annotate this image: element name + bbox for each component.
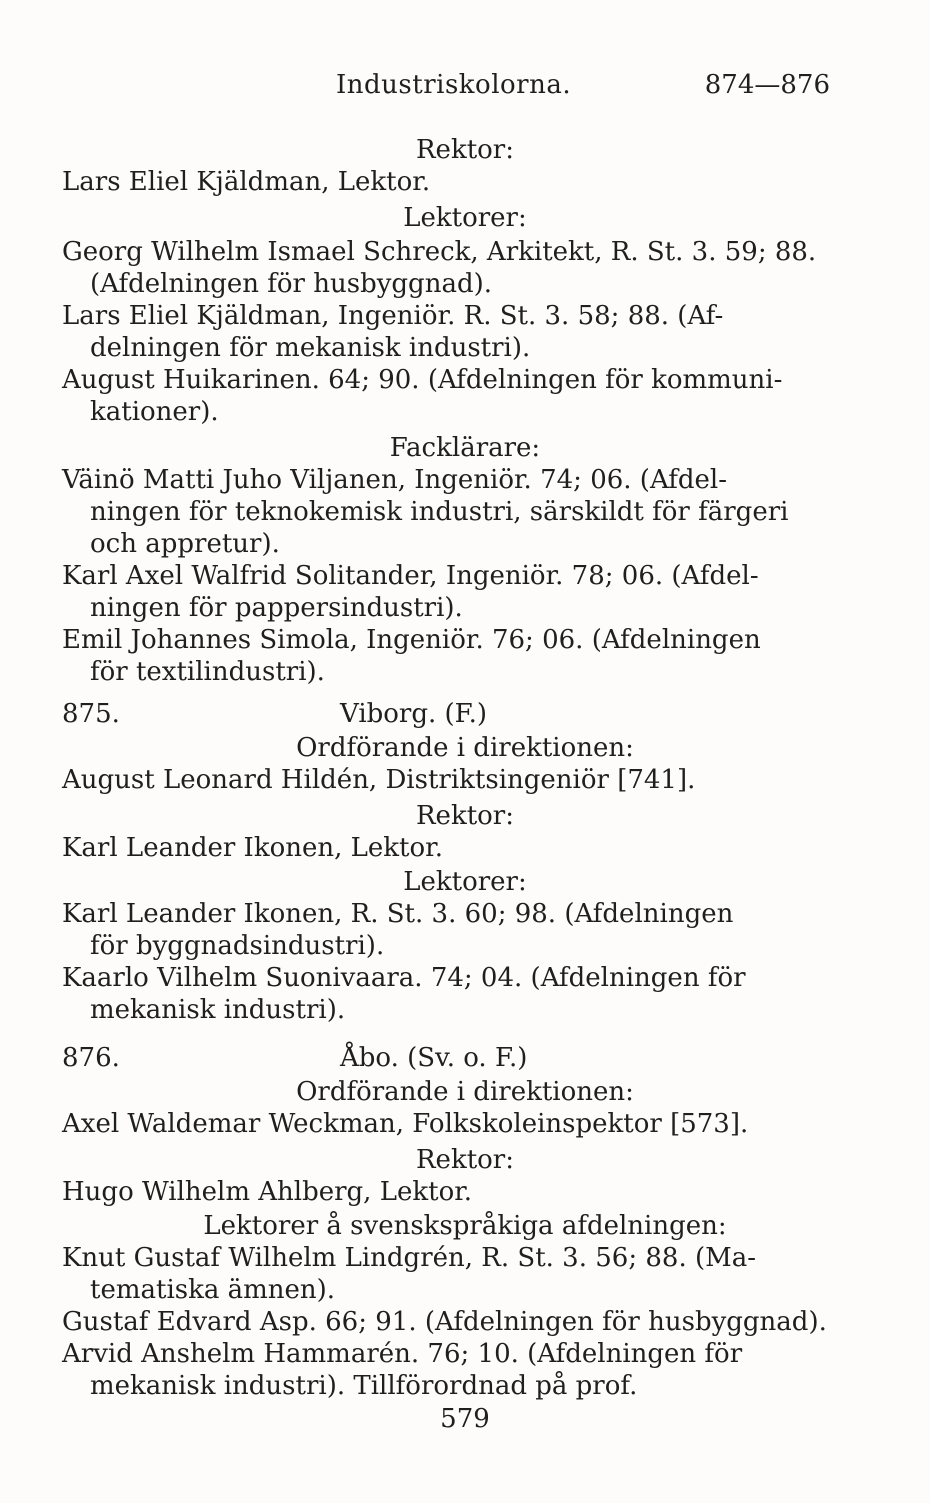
rektor-heading: Rektor: [415,1145,514,1175]
lektor-entry-cont: för byggnadsindustri). [90,931,385,961]
rektor-entry: Karl Leander Ikonen, Lektor. [62,833,443,863]
facklarare-entry: Väinö Matti Juho Viljanen, Ingeniör. 74; 06. (Afdel- [62,465,728,495]
rektor-heading: Rektor: [415,135,514,165]
lektor-entry-cont: tematiska ämnen). [90,1275,336,1305]
rektor-heading: Rektor: [415,801,514,831]
lektor-entry: Knut Gustaf Wilhelm Lindgrén, R. St. 3. 56; 88. (Ma- [62,1243,757,1273]
lektor-entry: Karl Leander Ikonen, R. St. 3. 60; 98. (Afdelningen [62,899,734,929]
lektorer-heading: Lektorer å svenskspråkiga afdelningen: [203,1211,727,1241]
facklarare-entry-cont: för textilindustri). [90,657,325,687]
ordforande-entry: August Leonard Hildén, Distriktsingeniör [741]. [62,765,696,795]
lektor-entry: Gustaf Edvard Asp. 66; 91. (Afdelningen för husbyggnad). [62,1307,827,1337]
rektor-entry: Hugo Wilhelm Ahlberg, Lektor. [62,1177,473,1207]
facklarare-entry-cont: och appretur). [90,529,280,559]
lektor-entry-cont: mekanisk industri). [90,995,346,1025]
section-place: Åbo. (Sv. o. F.) [340,1043,528,1073]
facklarare-entry: Emil Johannes Simola, Ingeniör. 76; 06. (Afdelningen [62,625,761,655]
lektorer-heading: Lektorer: [403,203,527,233]
lektor-entry: Arvid Anshelm Hammarén. 76; 10. (Afdelningen för [62,1339,743,1369]
lektor-entry: Kaarlo Vilhelm Suonivaara. 74; 04. (Afdelningen för [62,963,746,993]
running-header [0,70,930,106]
facklarare-heading: Facklärare: [389,433,541,463]
header-title: Industriskolorna. [336,70,572,100]
lektor-entry: August Huikarinen. 64; 90. (Afdelningen för kommuni- [62,365,783,395]
section-number: 876. [62,1043,120,1073]
lektor-entry-cont: mekanisk industri). Tillförordnad på prof. [90,1371,638,1401]
rektor-entry: Lars Eliel Kjäldman, Lektor. [62,167,431,197]
facklarare-entry-cont: ningen för teknokemisk industri, särskildt för färgeri [90,497,789,527]
section-number: 875. [62,699,120,729]
lektor-entry-cont: delningen för mekanisk industri). [90,333,531,363]
ordforande-heading: Ordförande i direktionen: [296,733,634,763]
lektor-entry: Lars Eliel Kjäldman, Ingeniör. R. St. 3. 58; 88. (Af- [62,301,724,331]
lektor-entry-cont: kationer). [90,397,219,427]
facklarare-entry-cont: ningen för pappersindustri). [90,593,463,623]
ordforande-entry: Axel Waldemar Weckman, Folkskoleinspektor [573]. [62,1109,749,1139]
lektor-entry-cont: (Afdelningen för husbyggnad). [90,269,492,299]
lektorer-heading: Lektorer: [403,867,527,897]
section-place: Viborg. (F.) [340,699,488,729]
header-range: 874—876 [704,70,830,100]
page-number: 579 [440,1404,490,1434]
ordforande-heading: Ordförande i direktionen: [296,1077,634,1107]
facklarare-entry: Karl Axel Walfrid Solitander, Ingeniör. 78; 06. (Afdel- [62,561,759,591]
lektor-entry: Georg Wilhelm Ismael Schreck, Arkitekt, R. St. 3. 59; 88. [62,237,817,267]
